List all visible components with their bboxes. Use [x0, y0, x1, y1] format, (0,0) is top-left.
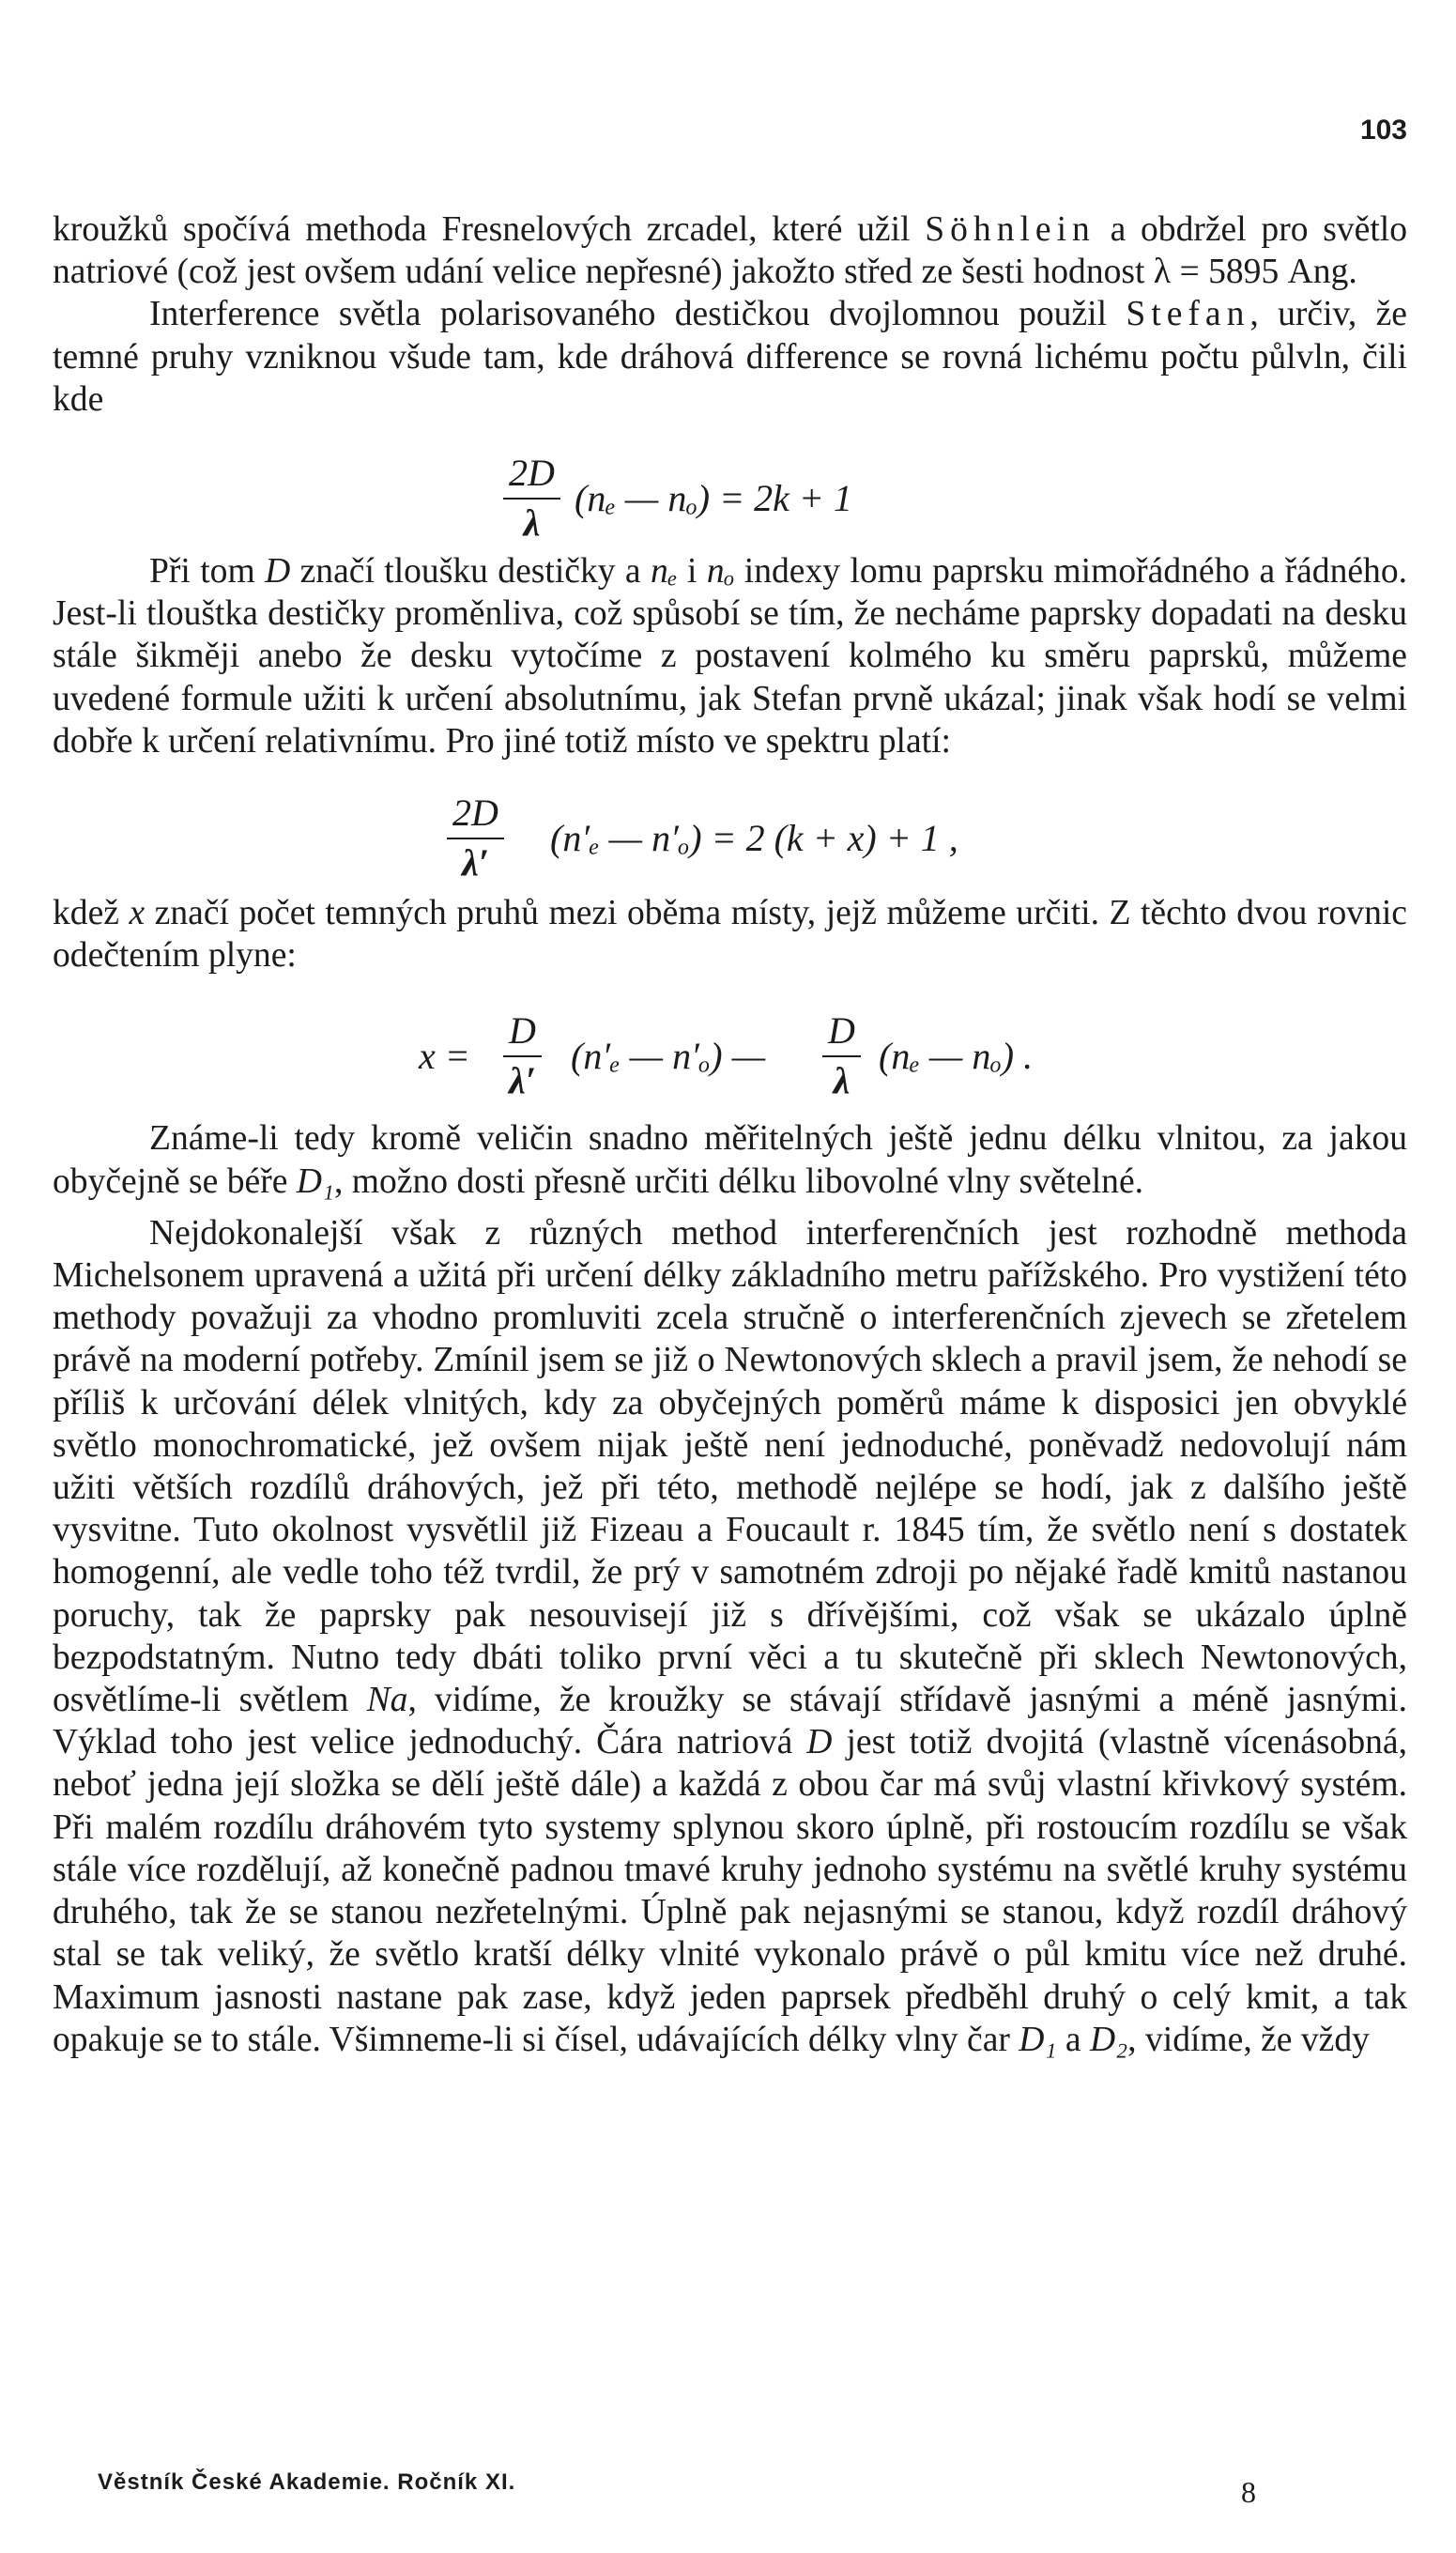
fraction-numerator: 2D [447, 789, 504, 839]
text-run: Známe-li tedy kromě veličin snadno měřitelných ještě jednu délku vlnitou, za jakou obyčejně se béře [53, 1119, 1407, 1201]
page-number: 103 [1359, 115, 1407, 146]
fraction-denominator: λ′ [508, 1059, 536, 1102]
fraction-numerator: D [503, 1007, 542, 1057]
symbol: D₂ [1089, 2020, 1128, 2059]
symbol: D [265, 552, 291, 592]
text-run: i [677, 552, 707, 592]
symbol: D₁ [296, 1161, 334, 1201]
journal-footer: Věstník České Akademie. Ročník XI. [98, 2469, 516, 2495]
equation-rest: (nₑ — nₒ) = 2k + 1 [575, 477, 852, 520]
text-run: značí tloušku destičky a [290, 552, 651, 592]
equation-middle: (n′ₑ — n′ₒ) — [571, 1035, 766, 1078]
fraction-denominator: λ′ [461, 841, 489, 884]
equation-lhs: x = [419, 1035, 470, 1078]
spaced-name: Stefan [1126, 295, 1250, 334]
equation-rest: (nₑ — nₒ) . [879, 1035, 1034, 1078]
equation-2 [53, 762, 1407, 892]
text-run: Nejdokonalejší však z různých method interferenčních jest rozhodně methoda Michelsonem upravená a užitá při určení délky základního metru pařížského. Pro vystižení této methody považuji za vhodno promluviti zcela stručně o interferenčních zjevech se zřetelem právě na moderní potřeby. Zmínil jsem se již o Newtonových sklech a pravil jsem, že nehodí se příliš k určování délek vlnitých, kdy za obyčejných poměrů máme k disposici jen obvyklé světlo monochromatické, jež ovšem nijak ještě není jednoduché, poněvadž nedovolují nám užiti větších rozdílů dráhových, jež při této, methodě nejlépe se hodí, jak z dalšího ještě vysvitne. Tuto okolnost vysvětlil již Fizeau a Foucault r. 1845 tím, že světlo není s dostatek homogenní, ale vedle toho též tvrdil, že prý v samotném zdroji po nějaké řadě kmitů nastanou poruchy, tak že paprsky pak nesouvisejí již s dřívějšími, což však se ukázalo úplně bezpodstatným. Nutno tedy dbáti toliko první věci a tu skutečně při sklech Newtonových, osvětlíme-li světlem [53, 1213, 1407, 1720]
text-run: a [1056, 2020, 1090, 2059]
text-run: , možno dosti přesně určiti délku libovolné vlny světelné. [333, 1161, 1144, 1201]
paragraph-1 [53, 208, 1407, 293]
equation-3 [53, 977, 1407, 1117]
body-text [53, 208, 1407, 2061]
fraction [503, 1007, 542, 1104]
fraction-denominator: λ [833, 1059, 851, 1102]
symbol: D₁ [1019, 2020, 1057, 2059]
text-run: značí počet temných pruhů mezi oběma místy, jejž můžeme určiti. Z těchto dvou rovnic odečtením plyne: [53, 894, 1407, 976]
signature-mark: 8 [1241, 2475, 1256, 2509]
paragraph-4 [53, 892, 1407, 977]
paragraph-2 [53, 293, 1407, 421]
fraction [503, 449, 560, 546]
paragraph-3 [53, 550, 1407, 762]
spaced-name: Söhnlein [925, 210, 1096, 249]
fraction-denominator: λ [523, 501, 541, 545]
symbol: D [806, 1723, 833, 1762]
text-run: jest totiž dvojitá (vlastně vícenásobná, neboť jedna její složka se dělí ještě dále) a každá z obou čar má svůj vlastní křivkový systém. Při malém rozdílu dráhovém tyto systemy splynou skoro úplně, při rostoucím rozdílu se však stále více rozdělují, až konečně padnou tmavé kruhy jednoho systému na světlé kruhy systému druhého, tak že se stanou nezřetelnými. Úplně pak nejasnými se stanou, když rozdíl dráhový stal se tak veliký, že světlo kratší délky vlnité vykonalo právě o půl kmitu více než druhé. Maximum jasnosti nastane pak zase, když jeden paprsek předběhl druhý o celý kmit, a tak opakuje se to stále. Všimneme-li si čísel, udávajících délky vlny čar [53, 1723, 1407, 2059]
text-run: kroužků spočívá methoda Fresnelových zrcadel, které užil [53, 210, 926, 249]
symbol: nₒ [706, 552, 735, 592]
text-run: , určiv, že temné pruhy vzniknou všude tam, kde dráhová difference se rovná lichému počtu půlvln, čili kde [53, 295, 1407, 419]
text-run: a obdržel pro světlo natriové (což jest ovšem udání velice nepřesné) jakožto střed ze šesti hodnost λ = 5895 Ang. [53, 210, 1407, 292]
text-run: Interference světla polarisovaného destičkou dvojlomnou použil [149, 295, 1126, 334]
fraction [447, 789, 504, 886]
text-run: Při tom [149, 552, 266, 592]
text-run: , vidíme, že vždy [1127, 2020, 1370, 2059]
symbol: Na [366, 1681, 408, 1720]
text-run: indexy lomu paprsku mimořádného a řádného. Jest-li tlouštka destičky proměnliva, což spůsobí se tím, že necháme paprsky dopadati na desku stále šikměji anebo že desku vytočíme z postavení kolmého ku směru paprsků, můžeme uvedené formule užiti k určení absolutnímu, jak Stefan prvně ukázal; jinak však hodí se velmi dobře k určení relativnímu. Pro jiné totiž místo ve spektru platí: [53, 552, 1408, 761]
fraction [822, 1007, 861, 1104]
symbol: nₑ [651, 552, 678, 592]
symbol: x [129, 894, 146, 933]
fraction-numerator: 2D [503, 449, 560, 500]
paragraph-5 [53, 1117, 1407, 1202]
text-run: , vidíme, že kroužky se stávají střídavě jasnými a méně jasnými. Výklad toho jest velice jednoduchý. Čára natriová [53, 1681, 1407, 1762]
paragraph-6 [53, 1212, 1407, 2061]
text-run: kdež [53, 894, 130, 933]
equation-rest: (n′ₑ — n′ₒ) = 2 (k + x) + 1 , [550, 817, 958, 860]
equation-1 [53, 421, 1407, 550]
fraction-numerator: D [822, 1007, 861, 1057]
